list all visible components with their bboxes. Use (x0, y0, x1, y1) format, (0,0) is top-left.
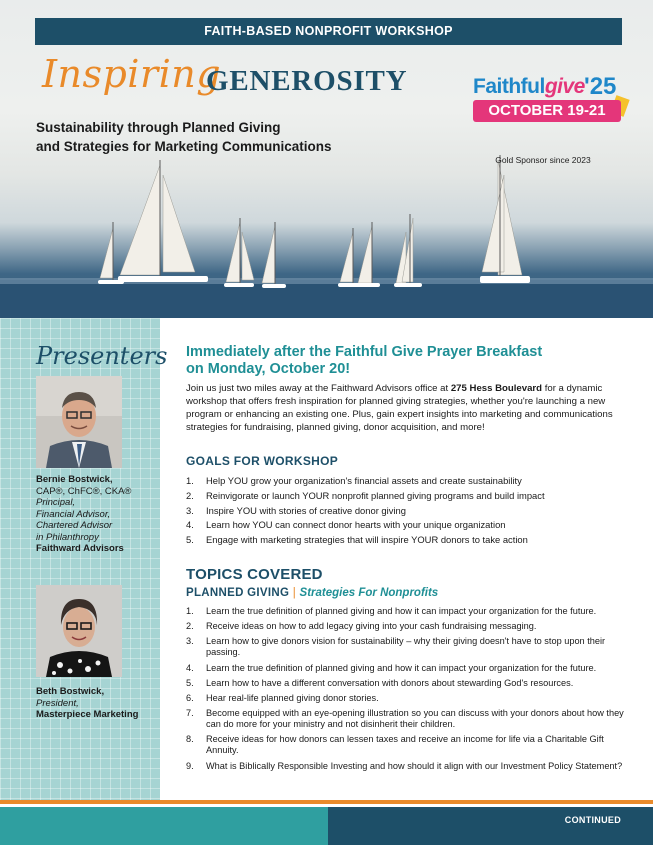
presenter-beth (36, 686, 156, 721)
presenter-org: Masterpiece Marketing (36, 709, 139, 720)
topic-text: Learn the true definition of planned giving and how it can impact your organization for the future. (206, 606, 597, 616)
title-generosity: GENEROSITY (206, 65, 408, 97)
list-item: 6. Hear real-life planned giving donor stories. (186, 692, 379, 703)
topic-text: Receive ideas for how donors can lessen taxes and receive an income for life via a Charitable Gift Annuity. (206, 734, 604, 756)
presenter-role: President, (36, 697, 79, 709)
planned-giving-subtitle: Strategies For Nonprofits (299, 587, 439, 599)
heading-separator: | (292, 587, 297, 599)
presenter-name: Bernie Bostwick, (36, 474, 113, 485)
goal-text: Learn how YOU can connect donor hearts with your unique organization (206, 519, 506, 531)
sponsor-note: Gold Sponsor since 2023 (495, 155, 591, 165)
subtitle-line-2: and Strategies for Marketing Communications (36, 139, 332, 154)
title-inspiring: Inspiring (42, 52, 222, 96)
presenter-bernie (36, 474, 156, 555)
presenter-role: Chartered Advisor (36, 520, 113, 531)
list-item: 1. Help YOU grow your organization's financial assets and create sustainability (186, 474, 636, 489)
list-item: 7. Become equipped with an eye-opening illustration so you can discuss with your donors about how they can do more for your ministry and not disinherit their children. (186, 708, 638, 730)
goal-text: Engage with marketing strategies that will inspire YOUR donors to take action (206, 534, 528, 546)
topic-text: Become equipped with an eye-opening illustration so you can discuss with your donors about how they can do more for your ministry and not disinherit their children. (206, 708, 624, 730)
presenter-name: Beth Bostwick, (36, 686, 105, 697)
presenters-sidebar (0, 318, 168, 800)
goal-text: Reinvigorate or launch YOUR nonprofit planned giving programs and build impact (206, 489, 545, 501)
logo-name-accent: give (544, 75, 585, 98)
presenter-role: Principal, (36, 497, 76, 508)
topic-text: What is Biblically Responsible Investing and how should it align with our Investment Policy Statement? (206, 760, 623, 771)
continued-label: CONTINUED (564, 815, 621, 825)
list-item: 5. Engage with marketing strategies that will inspire YOUR donors to take action (186, 533, 636, 548)
beth-photo (36, 585, 122, 677)
footer-band-teal (0, 807, 328, 845)
presenter-org: Faithward Advisors (36, 543, 124, 554)
list-item: 3. Inspire YOU with stories of creative donor giving (186, 504, 636, 519)
list-item: 2. Reinvigorate or launch YOUR nonprofit planned giving programs and build impact (186, 489, 636, 504)
topic-text: Learn how to give donors vision for sustainability – why their giving doesn't have to stop upon their passing. (206, 636, 606, 658)
event-dates: OCTOBER 19-21 (473, 100, 621, 122)
presenter-role: Financial Advisor, (36, 508, 111, 520)
subtitle-line-1: Sustainability through Planned Giving (36, 120, 281, 135)
topics-heading: TOPICS COVERED (186, 566, 323, 583)
logo-name-primary: Faithful (473, 75, 545, 98)
topic-text: Learn how to have a different conversation with donors about stewarding God's resources. (206, 677, 574, 688)
lead-title (186, 344, 606, 378)
list-item: 8. Receive ideas for how donors can lessen taxes and receive an income for life via a Charitable Gift Annuity. (186, 734, 638, 756)
hero-banner (0, 0, 653, 318)
list-item: 4. Learn the true definition of planned giving and how it can impact your organization for the future. (186, 662, 597, 673)
presenters-heading: Presenters (36, 342, 168, 370)
intro-address: 275 Hess Boulevard (450, 383, 543, 394)
planned-giving-label: PLANNED GIVING (186, 587, 290, 599)
presenter-credentials: CAP®, ChFC®, CKA® (36, 485, 132, 497)
topic-text: Learn the true definition of planned giving and how it can impact your organization for the future. (206, 662, 597, 673)
intro-text-after: for a dynamic workshop that offers fresh inspiration for planned giving strategies, whether you're launching a new program or enhancing an existing one. Plus, gain expert insights into marketing and communications strategies for fundraising, planned giving, donor acquisition, and more! (186, 383, 613, 433)
topics-list (186, 606, 638, 776)
list-item: 1. Learn the true definition of planned giving and how it can impact your organization for the future. (186, 606, 597, 616)
goals-heading: GOALS FOR WORKSHOP (186, 454, 339, 468)
presenter-role: in Philanthropy (36, 531, 99, 543)
list-item: 2. Receive ideas on how to add legacy giving into your cash fundraising messaging. (186, 621, 537, 632)
subtitle (36, 118, 436, 156)
topic-text: Receive ideas on how to add legacy giving into your cash fundraising messaging. (206, 621, 537, 632)
footer-band-navy (328, 807, 653, 845)
footer-divider (0, 800, 653, 804)
logo-name (473, 75, 585, 99)
faithful-give-logo (463, 75, 633, 147)
intro-paragraph (186, 382, 636, 434)
planned-giving-heading (186, 587, 438, 599)
topic-text: Hear real-life planned giving donor stories. (206, 692, 379, 703)
lead-title-line-2: on Monday, October 20! (186, 361, 351, 377)
list-item: 9. What is Biblically Responsible Investing and how should it align with our Investment Policy Statement? (186, 760, 623, 771)
logo-year: '25 (584, 73, 617, 100)
intro-text-before: Join us just two miles away at the Faithward Advisors office at (186, 383, 451, 394)
workshop-banner: FAITH-BASED NONPROFIT WORKSHOP (35, 18, 622, 45)
list-item: 5. Learn how to have a different conversation with donors about stewarding God's resources. (186, 677, 574, 688)
bernie-photo (36, 376, 122, 468)
lead-title-line-1: Immediately after the Faithful Give Prayer Breakfast (186, 344, 543, 360)
list-item: 4. Learn how YOU can connect donor hearts with your unique organization (186, 518, 636, 533)
goal-text: Inspire YOU with stories of creative donor giving (206, 504, 406, 516)
list-item: 3. Learn how to give donors vision for sustainability – why their giving doesn't have to stop upon their passing. (186, 636, 638, 658)
goal-text: Help YOU grow your organization's financial assets and create sustainability (206, 475, 522, 486)
goals-list (186, 474, 636, 548)
